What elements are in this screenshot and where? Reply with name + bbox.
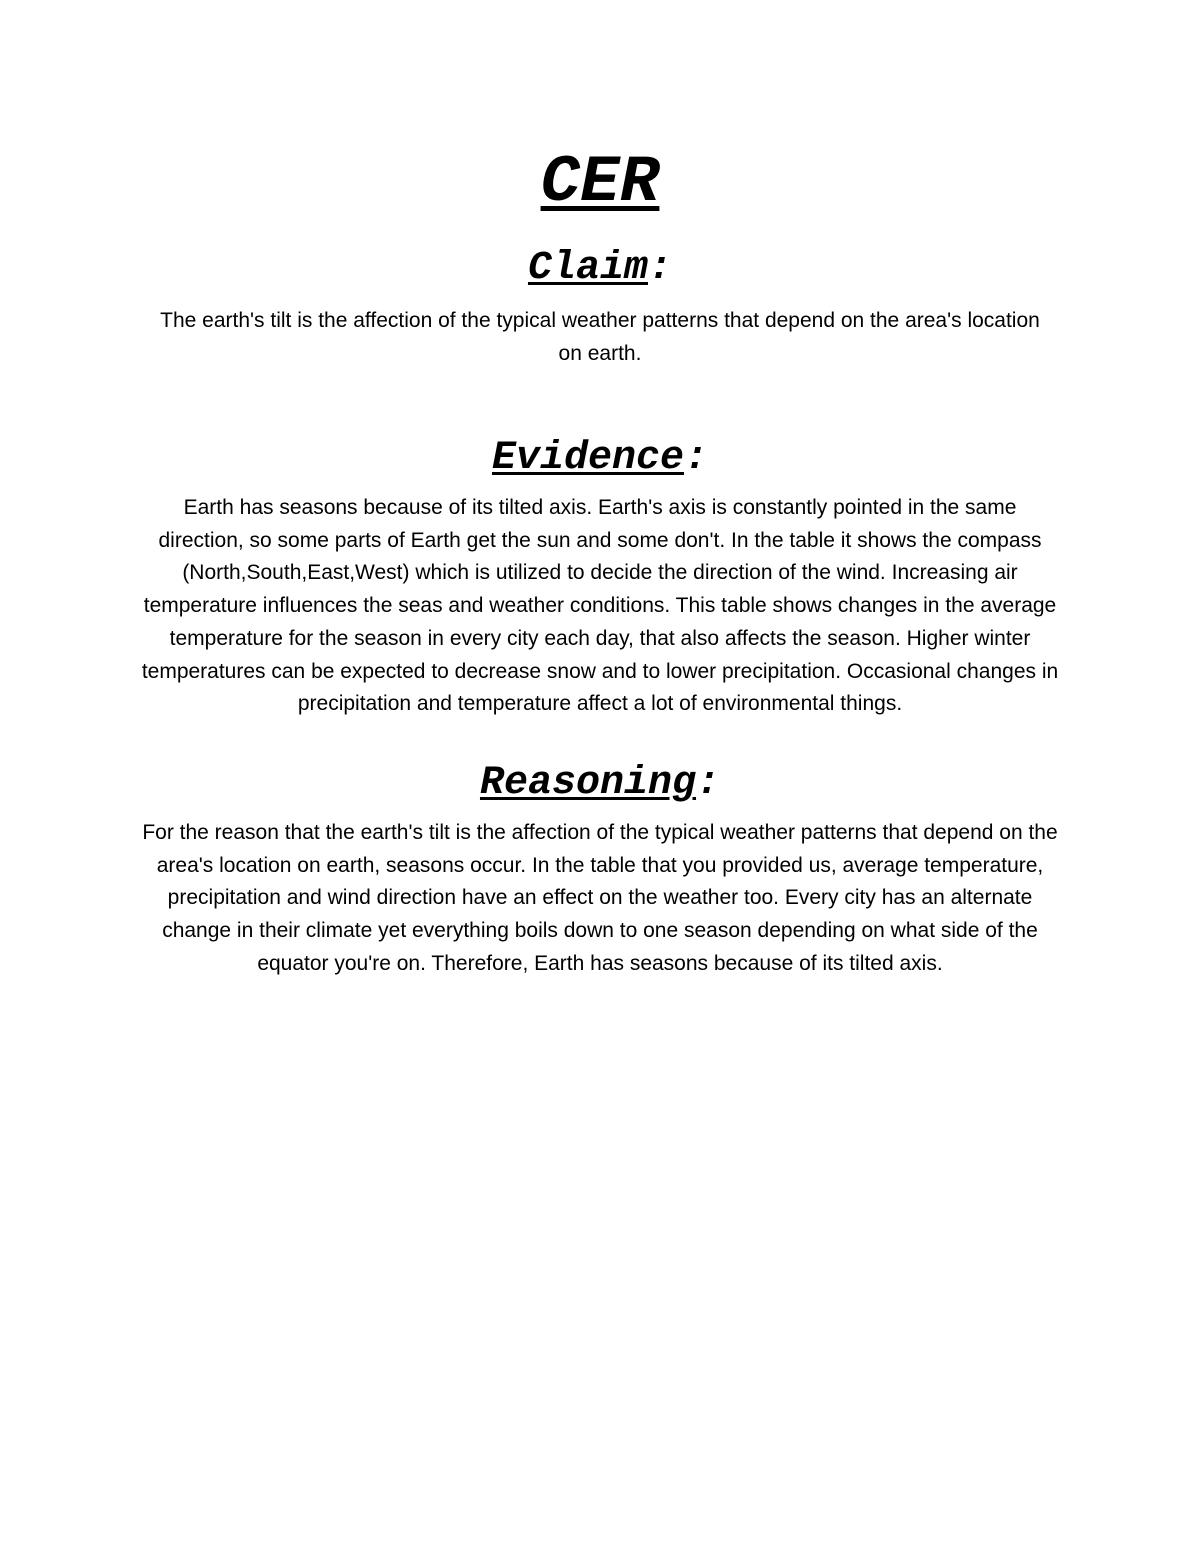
reasoning-heading-colon: : [696, 761, 721, 806]
reasoning-paragraph: For the reason that the earth's tilt is the affection of the typical weather patterns that depend on the area's location on earth, seasons occur. In the table that you provided us, average temperature, precipitation and wind direction have an effect on the weather too. Every city has an alternate change in their climate yet everything boils down to one season depending on what side of the equator you're on. Therefore, Earth has seasons because of its tilted axis. [142, 821, 1058, 975]
evidence-heading-colon: : [684, 436, 709, 481]
reasoning-heading [0, 760, 1200, 808]
claim-paragraph: The earth's tilt is the affection of the typical weather patterns that depend on the area's location on earth. [160, 309, 1040, 365]
claim-heading-label: Claim [527, 246, 648, 291]
evidence-heading-label: Evidence [491, 436, 684, 481]
document-title: CER [540, 145, 660, 220]
reasoning-heading-label: Reasoning [479, 761, 697, 806]
claim-heading [0, 245, 1200, 293]
claim-heading-colon: : [648, 246, 673, 291]
evidence-heading [0, 435, 1200, 483]
evidence-paragraph: Earth has seasons because of its tilted axis. Earth's axis is constantly pointed in the same direction, so some parts of Earth get the sun and some don't. In the table it shows the compass (North,South,East,West) which is utilized to decide the direction of the wind. Increasing air temperature influences the seas and weather conditions. This table shows changes in the average temperature for the season in every city each day, that also affects the season. Higher winter temperatures can be expected to decrease snow and to lower precipitation. Occasional changes in precipitation and temperature affect a lot of environmental things. [141, 496, 1059, 716]
